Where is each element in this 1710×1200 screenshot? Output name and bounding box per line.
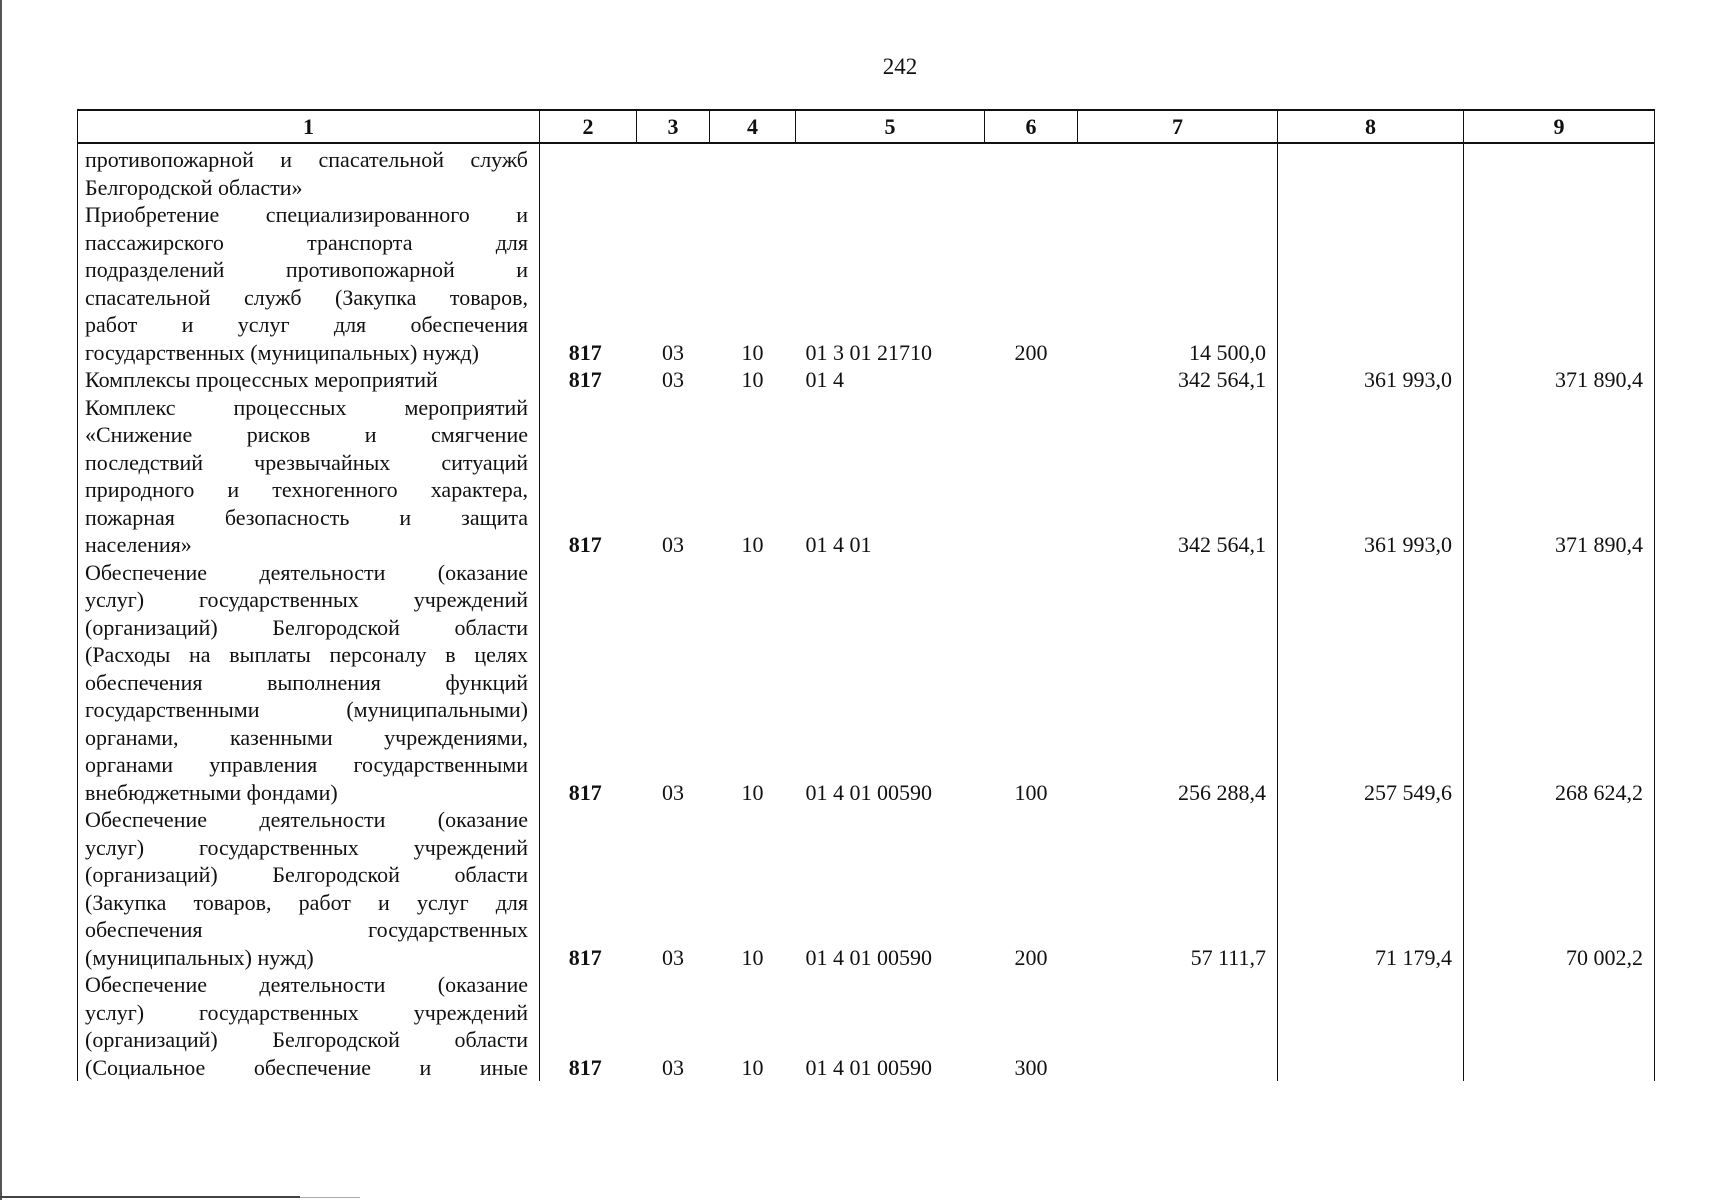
- cell-expense-type: 200: [1014, 339, 1048, 365]
- cell-description: [78, 559, 540, 807]
- description-line: Комплекс процессных мероприятий: [85, 394, 528, 420]
- cell-subsection: [710, 143, 796, 201]
- table-row: [78, 971, 1655, 1081]
- description-line: природного и техногенного характера,: [85, 477, 528, 502]
- table-row: [78, 366, 1655, 394]
- cell-amount-year3: [1464, 143, 1655, 201]
- cell-amount-year1: 57 111,7: [1078, 806, 1278, 971]
- table-row: [78, 394, 1655, 559]
- cell-section: 03: [662, 779, 684, 805]
- cell-expense-type: 300: [1014, 1054, 1048, 1080]
- description-line: Обеспечение деятельности (оказание: [85, 559, 528, 585]
- cell-subsection: 10: [741, 532, 764, 557]
- cell-amount-year1: 342 564,1: [1078, 366, 1278, 394]
- description-line: государственными (муниципальными): [85, 697, 528, 722]
- scan-artifact: [0, 1196, 300, 1198]
- cell-description: [78, 366, 540, 394]
- description-line: Обеспечение деятельности (оказание: [85, 807, 528, 832]
- cell-amount-year3: [1464, 971, 1655, 1081]
- cell-chapter-code: 817: [540, 366, 637, 394]
- cell-amount-year2: 361 993,0: [1278, 394, 1464, 559]
- description-line: (Закупка товаров, работ и услуг для: [85, 889, 528, 915]
- description-line: последствий чрезвычайных ситуаций: [85, 449, 528, 475]
- description-line: пожарная безопасность и защита: [85, 504, 528, 530]
- cell-amount-year3: [1464, 201, 1655, 366]
- description-line: государственных (муниципальных) нужд): [85, 339, 479, 365]
- col-header-8: 8: [1278, 110, 1464, 143]
- cell-target-article: 01 4 01 00590: [805, 779, 932, 805]
- cell-chapter-code: 817: [540, 971, 637, 1081]
- table-row: [78, 559, 1655, 807]
- cell-amount-year2: [1278, 971, 1464, 1081]
- cell-amount-year1: 14 500,0: [1078, 201, 1278, 366]
- description-line: (организаций) Белгородской области: [85, 614, 528, 640]
- description-line: пассажирского транспорта для: [85, 229, 528, 255]
- cell-target-article: 01 4 01 00590: [805, 944, 932, 970]
- cell-amount-year2: 71 179,4: [1278, 806, 1464, 971]
- description-line: (организаций) Белгородской области: [85, 1027, 528, 1052]
- cell-description: [78, 143, 540, 201]
- cell-subsection: 10: [741, 1054, 764, 1080]
- cell-subsection: 10: [741, 779, 764, 805]
- description-line: внебюджетными фондами): [85, 779, 338, 805]
- cell-description: [78, 201, 540, 366]
- cell-chapter-code: 817: [540, 394, 637, 559]
- description-line: Комплексы процессных мероприятий: [85, 367, 438, 392]
- cell-subsection: 10: [741, 339, 764, 365]
- cell-amount-year3: 371 890,4: [1464, 366, 1655, 394]
- cell-subsection: 10: [741, 367, 764, 392]
- cell-description: [78, 394, 540, 559]
- cell-amount-year3: 371 890,4: [1464, 394, 1655, 559]
- cell-description: [78, 806, 540, 971]
- table-row: [78, 201, 1655, 366]
- budget-table: [77, 109, 1655, 1081]
- description-line: органами, казенными учреждениями,: [85, 724, 528, 750]
- cell-amount-year1: 256 288,4: [1078, 559, 1278, 807]
- cell-amount-year1: [1078, 971, 1278, 1081]
- cell-chapter-code: [540, 143, 637, 201]
- description-line: (Расходы на выплаты персоналу в целях: [85, 642, 528, 667]
- cell-section: 03: [662, 367, 684, 392]
- description-line: спасательной служб (Закупка товаров,: [85, 284, 528, 310]
- scan-edge: [0, 0, 2, 1200]
- cell-amount-year2: 361 993,0: [1278, 366, 1464, 394]
- cell-chapter-code: 817: [540, 201, 637, 366]
- cell-target-article: [796, 143, 985, 201]
- cell-target-article: 01 3 01 21710: [805, 339, 932, 365]
- description-line: услуг) государственных учреждений: [85, 587, 528, 612]
- cell-description: [78, 971, 540, 1081]
- cell-target-article: 01 4 01 00590: [805, 1054, 932, 1080]
- cell-amount-year1: 342 564,1: [1078, 394, 1278, 559]
- cell-amount-year3: 268 624,2: [1464, 559, 1655, 807]
- cell-section: 03: [662, 944, 684, 970]
- cell-amount-year1: [1078, 143, 1278, 201]
- cell-amount-year2: 257 549,6: [1278, 559, 1464, 807]
- table-row: [78, 143, 1655, 201]
- col-header-7: 7: [1078, 110, 1278, 143]
- cell-amount-year2: [1278, 201, 1464, 366]
- cell-target-article: 01 4: [805, 367, 844, 392]
- description-line: (Социальное обеспечение и иные: [85, 1054, 528, 1080]
- description-line: услуг) государственных учреждений: [85, 834, 528, 860]
- description-line: органами управления государственными: [85, 752, 528, 777]
- cell-section: 03: [662, 339, 684, 365]
- description-line: противопожарной и спасательной служб: [85, 147, 528, 172]
- cell-expense-type: 100: [1014, 779, 1048, 805]
- cell-expense-type: [985, 394, 1078, 559]
- description-line: подразделений противопожарной и: [85, 257, 528, 282]
- col-header-2: 2: [540, 110, 637, 143]
- cell-expense-type: 200: [1014, 944, 1048, 970]
- description-line: обеспечения государственных: [85, 917, 528, 942]
- col-header-3: 3: [637, 110, 710, 143]
- header-row: [78, 110, 1655, 143]
- col-header-1: 1: [78, 110, 540, 143]
- cell-chapter-code: 817: [540, 559, 637, 807]
- page-number: 242: [882, 54, 918, 79]
- col-header-4: 4: [710, 110, 796, 143]
- cell-target-article: 01 4 01: [805, 532, 872, 557]
- description-line: работ и услуг для обеспечения: [85, 312, 528, 337]
- description-line: Обеспечение деятельности (оказание: [85, 972, 528, 997]
- cell-subsection: 10: [741, 944, 764, 970]
- cell-section: [637, 143, 710, 201]
- table-row: [78, 806, 1655, 971]
- cell-section: 03: [662, 532, 684, 557]
- description-line: услуг) государственных учреждений: [85, 999, 528, 1025]
- col-header-5: 5: [796, 110, 985, 143]
- description-line: «Снижение рисков и смягчение: [85, 422, 528, 447]
- scan-artifact: [300, 1197, 360, 1198]
- description-line: Белгородской области»: [85, 174, 303, 200]
- cell-amount-year3: 70 002,2: [1464, 806, 1655, 971]
- col-header-6: 6: [985, 110, 1078, 143]
- cell-expense-type: [985, 143, 1078, 201]
- cell-chapter-code: 817: [540, 806, 637, 971]
- cell-expense-type: [985, 366, 1078, 394]
- description-line: (муниципальных) нужд): [85, 944, 314, 970]
- description-line: обеспечения выполнения функций: [85, 669, 528, 695]
- description-line: Приобретение специализированного и: [85, 202, 528, 227]
- description-line: (организаций) Белгородской области: [85, 862, 528, 887]
- cell-amount-year2: [1278, 143, 1464, 201]
- cell-section: 03: [662, 1054, 684, 1080]
- col-header-9: 9: [1464, 110, 1655, 143]
- description-line: населения»: [85, 532, 192, 557]
